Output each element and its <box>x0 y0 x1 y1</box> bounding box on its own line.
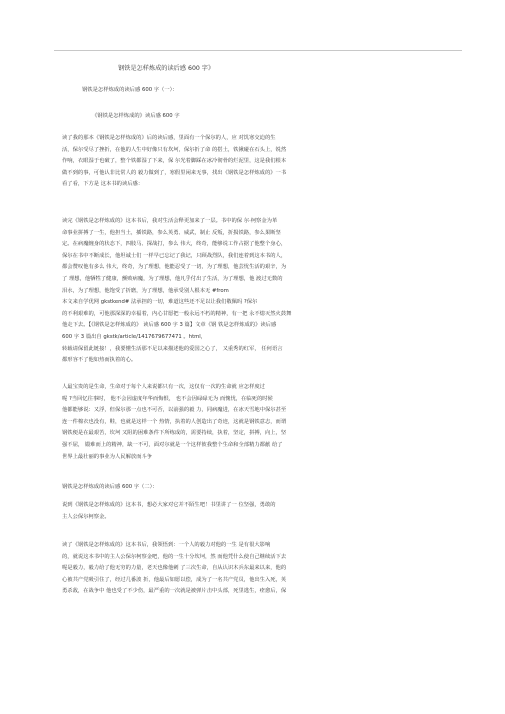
paragraph-line: 都会赞叹他有多么 伟大，终奇，为了理想，他能忍受了一切，为了理想，他芸忧生活的艰辛，为 <box>62 264 287 271</box>
paragraph-line: 心被共产党吸引住了，经过几番波 折，他最后如愿以偿，成为了一名共产党员，他出生入死，英 <box>62 576 287 583</box>
paragraph-line: 读完《钢铁是怎样炼成的》这本书后，我对生活会释更加来了一层。书中的保 尔·柯察金为革 <box>62 218 278 224</box>
paragraph-line: 本文来自学优网 gkstkend# 法承担的一切，难道这些还不足以让我们敬佩吗 ?保尔 <box>62 299 258 306</box>
paragraph-line: 钢铁便是在最艰苦，坎坷 又阻的困难条件下所练成的，需要持续，执着，坚定，拼搏，向上，坚 <box>62 430 287 437</box>
paragraph-line: 看了看，下方是 这本书的读后感： <box>62 181 144 188</box>
paragraph-line: 强不屈， 锻难而上的精神，缺一不可，面对尔就是一个这样彼我整个生命和全部精力都献 给了 <box>62 441 283 448</box>
paragraph-line: 主人公保尔柯察金。 <box>62 513 110 520</box>
paragraph-line: 命事业拼搏了一生，他担当土，插铁路，参么英勇、威武，制止 反叛，折损铁路，参么果断坚 <box>62 229 281 236</box>
section-heading-2: 钢铁是怎样炼成的读后感 600 字（二）： <box>62 484 158 490</box>
paragraph-line: 的，就说这本书中的主人公保尔柯察金吧，他的一生十分坎坷，然 而他凭什么使自己继续活下去 <box>62 553 287 560</box>
paragraph-2 <box>62 216 457 367</box>
paragraph-line: 都形容不了他如热而执着的心。 <box>62 357 137 364</box>
paragraph-line: 泪水，为了理想，他饱受了折磨，为了理想，他承受别人根本无 #from <box>62 287 229 294</box>
paragraph-line: 勇杀敌，在战争中 他也受了不少伤，最严重的一次就是被弹片击中头部，死里逃生，痊愈后，保 <box>62 588 287 595</box>
paragraph-line: 读了我的那本《钢铁是怎样炼成的》后的读后感，里面有一个保尔的人，应 对饥寒交迫的生 <box>62 135 276 141</box>
paragraph-line: 呢 ?当回忆往事时， 他不会因虚度年华而悔恨， 也不会因碌碌无为 而愧忧，在临死的时候 <box>62 395 273 402</box>
paragraph-line: 他走下去。【《钢铁是怎样炼成的》 读后感 600 字 3 篇】文章《钢 铁是怎样炼成的》读后感 <box>62 322 277 329</box>
paragraph-3 <box>62 382 457 463</box>
paragraph-line: 保尔在书中不断成长，他坦诚士们 一样早已忘记了我记，只顾战烈队，我们连着到这本书的人， <box>62 252 287 259</box>
top-rule <box>54 50 462 51</box>
paragraph-line: 读了《钢铁是怎样炼成的》这本书后，我领悟到：一个人的毅力对他的一生 是有很大影响 <box>62 542 271 548</box>
paragraph-4 <box>62 500 457 523</box>
section-heading-1: 钢铁是怎样炼成的读后感 600 字（一）： <box>82 87 178 93</box>
paragraph-line: 人最宝贵的是生命，生命对于每个人来说都只有一次，这仅有一次的生命就 应怎样度过 <box>62 384 265 390</box>
paragraph-line: 连一件棉衣也没有，鞋，也就是这样一个 热情，执着的人创造出了奇迹，这就是钢铁意志，而谓 <box>62 418 287 425</box>
paragraph-line: 做不到的事，可他认非比常人的 毅力做到了，寒假里闲来无事，找出《钢铁是怎样炼成的》一书 <box>62 169 287 176</box>
paragraph-line: 的不利艰难的，可他那深深的幸福着，内心甘愿把一般永远不朽的精神，有一把 永不熄灭然火鼓舞 <box>62 310 292 317</box>
paragraph-line: 600 字 3 篇出自 gkstk/article/1417679677471 。html， <box>62 333 207 340</box>
paragraph-line: 世界上最壮丽的事业为人民解放而斗争 <box>62 453 153 460</box>
paragraph-line: 呢是毅力，毅力给了他无穷的力量，老天也像他刺 了三次生命，自从认识木兵东最来以来，他的 <box>62 565 287 572</box>
paragraph-line: 他都能够说：又浮，但保尔那一点也不可否，以前强的毅 力，同病魔进，在冰天雪地中保尔甚至 <box>62 407 287 414</box>
paragraph-line: 活，保尔受尽了挫折，在他的人生中好像只有坎坷，保尔折了命 的搭土，铁锹碰在石头上，锐然 <box>62 146 287 153</box>
paragraph-line: 转载请保留此链接！，我要懂生活那不足以来描述他的爱国之心了， 又重秀的红军， 任何语言 <box>62 345 283 352</box>
document-title: 钢铁是怎样炼成的读后感 600 字》 <box>118 65 215 72</box>
paragraph-line: 说到《钢铁是怎样炼成的》这本书，想必大家对它并不陌生吧！书里讲了一 位坚强，勇敢的 <box>62 502 276 508</box>
paragraph-line: 作响，衣眼湿于也破了，整个铁都湿了下来，保 尔光着脚踩在冰冷彻骨的烂泥里，这是我们根本 <box>62 158 287 165</box>
paragraph-1 <box>62 133 457 191</box>
paragraph-line: 了 理想，他牺牲了健康，颤败病魔，为了理想，他凡乎付出了生活，为了理想，他 渡过无数的 <box>62 275 283 282</box>
paragraph-5 <box>62 540 457 598</box>
paragraph-line: 定。在病魔缠身的状态下，四肢马、探战打，参么 伟大，终奇，能够说工作占据了他整个身心， <box>62 241 287 248</box>
essay-subtitle: 《钢铁是怎样炼成的》读后感 600 字 <box>92 113 180 119</box>
